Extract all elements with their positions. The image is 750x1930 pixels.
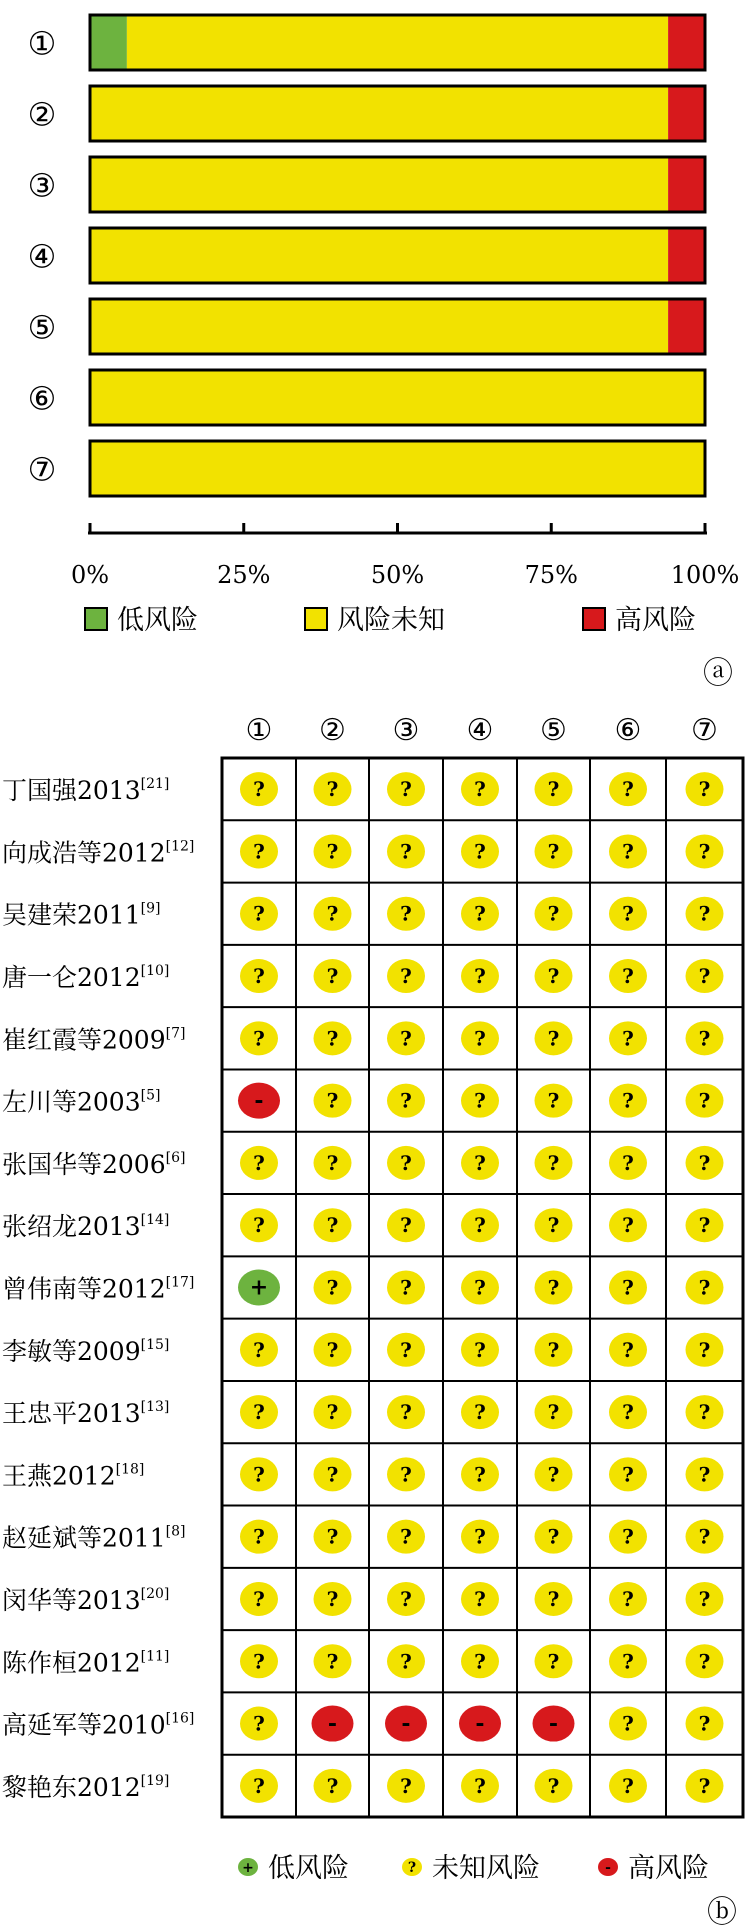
rating-symbol: ? <box>326 901 339 926</box>
rating-symbol: ? <box>547 1337 560 1362</box>
rating-symbol: - <box>475 1710 485 1737</box>
study-label <box>2 1524 185 1553</box>
bar-category-label: ⑥ <box>27 379 57 418</box>
rating-symbol: ? <box>622 1711 634 1736</box>
legend-label: 未知风险 <box>432 1853 540 1884</box>
rating-symbol: ? <box>400 1026 412 1051</box>
rating-symbol: ? <box>547 1213 560 1238</box>
rating-symbol: ? <box>400 777 412 802</box>
bar-category-label: ① <box>27 24 57 63</box>
rating-symbol: ? <box>474 1773 486 1798</box>
rating-symbol: - <box>401 1710 411 1737</box>
rating-symbol: ? <box>474 1400 486 1425</box>
rating-symbol: ? <box>400 1586 412 1611</box>
study-name: 唐一仑2012 <box>2 963 141 993</box>
study-ref: [5] <box>140 1087 161 1104</box>
legend-symbol: ? <box>407 1860 417 1876</box>
rating-symbol: ? <box>326 1088 339 1113</box>
study-label <box>2 1150 185 1179</box>
rating-symbol: ? <box>698 1400 711 1425</box>
study-name: 王燕2012 <box>2 1461 116 1491</box>
study-label <box>2 1025 185 1054</box>
rating-symbol: ? <box>547 1150 560 1175</box>
rating-symbol: ? <box>622 1150 634 1175</box>
rating-symbol: ? <box>326 1026 339 1051</box>
rating-symbol: ? <box>547 964 560 989</box>
study-name: 向成浩等2012 <box>2 838 166 868</box>
rating-symbol: ? <box>622 1088 634 1113</box>
rating-symbol: ? <box>253 1213 265 1238</box>
rating-symbol: - <box>548 1710 559 1737</box>
study-label <box>2 1648 169 1677</box>
study-label <box>2 776 169 805</box>
study-ref: [15] <box>140 1336 170 1353</box>
rating-symbol: ? <box>698 901 711 926</box>
legend-symbol: - <box>605 1860 611 1876</box>
risk-of-bias-table-chart <box>0 700 750 1930</box>
rating-symbol: ? <box>622 1275 634 1300</box>
rating-symbol: ? <box>474 964 486 989</box>
rating-symbol: ? <box>474 1275 486 1300</box>
rating-symbol: ? <box>698 1586 711 1611</box>
study-ref: [6] <box>165 1149 186 1166</box>
rating-symbol: ? <box>622 1462 634 1487</box>
rating-symbol: ? <box>253 964 265 989</box>
rating-symbol: ? <box>698 1026 711 1051</box>
rating-symbol: ? <box>326 839 339 864</box>
study-ref: [10] <box>140 963 170 980</box>
rating-symbol: ? <box>253 1150 265 1175</box>
bar-segment <box>90 228 668 283</box>
rating-symbol: ? <box>698 1711 711 1736</box>
rating-symbol: ? <box>622 1400 634 1425</box>
study-ref: [9] <box>140 900 161 917</box>
rating-symbol: ? <box>698 777 711 802</box>
x-tick-label: 0% <box>70 561 110 589</box>
x-tick-label: 50% <box>370 561 425 589</box>
study-ref: [21] <box>140 776 170 793</box>
rating-symbol: ? <box>253 777 265 802</box>
bar-segment <box>127 15 668 70</box>
legend-label: 低风险 <box>117 605 198 636</box>
study-name: 张国华等2006 <box>2 1149 166 1179</box>
bar-segment <box>668 86 705 141</box>
study-name: 陈作桓2012 <box>2 1648 141 1678</box>
rating-symbol: ? <box>326 777 339 802</box>
rating-symbol: ? <box>698 1649 711 1674</box>
rating-symbol: ? <box>326 1462 339 1487</box>
rating-symbol: ? <box>547 1462 560 1487</box>
rating-symbol: ? <box>326 1649 339 1674</box>
rating-symbol: ? <box>547 1524 560 1549</box>
rating-symbol: ? <box>400 1773 412 1798</box>
study-ref: [18] <box>115 1461 145 1478</box>
rating-symbol: ? <box>326 1586 339 1611</box>
bar-category-label: ⑦ <box>27 450 57 489</box>
rating-symbol: ? <box>474 1088 486 1113</box>
bar-segment <box>668 228 705 283</box>
study-label <box>2 1275 194 1304</box>
study-name: 曾伟南等2012 <box>2 1274 166 1304</box>
legend-swatch <box>85 608 107 630</box>
rating-symbol: ? <box>326 1150 339 1175</box>
rating-symbol: ? <box>698 1275 711 1300</box>
study-label <box>2 1337 169 1366</box>
rating-symbol: ? <box>698 1213 711 1238</box>
bar-segment <box>90 157 668 212</box>
study-ref: [7] <box>165 1025 186 1042</box>
legend-symbol: + <box>242 1860 254 1876</box>
legend-swatch <box>305 608 327 630</box>
risk-of-bias-summary-chart <box>0 0 750 700</box>
rating-symbol: ? <box>622 1524 634 1549</box>
study-label <box>2 901 160 930</box>
bar-category-label: ④ <box>27 237 57 276</box>
column-header: ⑦ <box>691 713 718 748</box>
bar-segment <box>668 15 705 70</box>
rating-symbol: ? <box>622 1773 634 1798</box>
rating-symbol: ? <box>400 1400 412 1425</box>
rating-symbol: ? <box>474 1586 486 1611</box>
rating-symbol: ? <box>400 1275 412 1300</box>
study-label <box>2 1773 169 1802</box>
rating-symbol: ? <box>253 901 265 926</box>
rating-symbol: ? <box>253 1711 265 1736</box>
rating-symbol: ? <box>474 1524 486 1549</box>
rating-symbol: ? <box>547 901 560 926</box>
study-ref: [11] <box>140 1648 170 1665</box>
study-label <box>2 1088 160 1117</box>
legend-label: 高风险 <box>628 1853 709 1884</box>
legend-label: 高风险 <box>615 605 696 636</box>
rating-symbol: ? <box>474 839 486 864</box>
study-name: 赵延斌等2011 <box>2 1523 166 1553</box>
legend-label: 风险未知 <box>337 605 445 636</box>
rating-symbol: ? <box>400 1649 412 1674</box>
rating-symbol: ? <box>547 1773 560 1798</box>
rating-symbol: ? <box>474 901 486 926</box>
rating-symbol: ? <box>253 1400 265 1425</box>
bar-segment <box>90 441 705 496</box>
rating-symbol: ? <box>400 901 412 926</box>
rating-symbol: ? <box>547 1649 560 1674</box>
column-header: ① <box>245 713 273 748</box>
study-name: 王忠平2013 <box>2 1399 141 1429</box>
rating-symbol: ? <box>698 1773 711 1798</box>
rating-symbol: ? <box>400 839 412 864</box>
x-tick-label: 75% <box>524 561 578 589</box>
rating-symbol: ? <box>326 1213 339 1238</box>
study-label <box>2 963 169 992</box>
rating-symbol: ? <box>622 1586 634 1611</box>
rating-symbol: ? <box>547 1088 560 1113</box>
study-ref: [14] <box>140 1212 170 1229</box>
study-ref: [8] <box>165 1523 186 1540</box>
rating-symbol: ? <box>622 1213 634 1238</box>
rating-symbol: + <box>249 1274 269 1301</box>
rating-symbol: ? <box>253 1462 265 1487</box>
rating-symbol: ? <box>698 1088 711 1113</box>
panel-label: ⓑ <box>707 1895 737 1930</box>
rating-symbol: ? <box>253 1337 265 1362</box>
bar-category-label: ② <box>27 95 57 134</box>
rating-symbol: ? <box>326 964 339 989</box>
x-tick-label: 100% <box>670 561 740 589</box>
study-name: 高延军等2010 <box>2 1710 166 1740</box>
rating-symbol: ? <box>253 1649 265 1674</box>
bar-segment <box>90 370 705 425</box>
study-ref: [17] <box>165 1274 195 1291</box>
rating-symbol: ? <box>326 1337 339 1362</box>
rating-symbol: ? <box>547 839 560 864</box>
x-tick-label: 25% <box>217 561 271 589</box>
rating-symbol: - <box>254 1087 264 1114</box>
study-label <box>2 1711 194 1740</box>
rating-symbol: ? <box>253 1026 265 1051</box>
rating-symbol: ? <box>622 1337 634 1362</box>
study-name: 丁国强2013 <box>2 776 141 806</box>
study-label <box>2 1586 169 1615</box>
rating-symbol: ? <box>622 777 634 802</box>
column-header: ⑤ <box>540 713 567 748</box>
study-name: 闵华等2013 <box>2 1585 141 1615</box>
column-header: ② <box>319 713 346 748</box>
column-header: ④ <box>466 713 494 748</box>
rating-symbol: ? <box>698 1337 711 1362</box>
bar-category-label: ③ <box>27 166 57 205</box>
rating-symbol: ? <box>547 1026 560 1051</box>
rating-symbol: ? <box>547 1586 560 1611</box>
study-label <box>2 1461 144 1490</box>
study-ref: [16] <box>165 1710 195 1727</box>
study-ref: [20] <box>140 1585 170 1602</box>
rating-symbol: ? <box>622 1026 634 1051</box>
rating-symbol: ? <box>474 1213 486 1238</box>
bar-segment <box>668 157 705 212</box>
study-name: 吴建荣2011 <box>2 900 141 930</box>
study-name: 崔红霞等2009 <box>2 1025 166 1055</box>
bar-segment <box>90 299 668 354</box>
rating-symbol: ? <box>474 1337 486 1362</box>
rating-symbol: ? <box>253 1524 265 1549</box>
study-label <box>2 1399 169 1428</box>
panel-label: ⓐ <box>703 656 733 691</box>
rating-symbol: ? <box>400 1337 412 1362</box>
rating-symbol: ? <box>622 964 634 989</box>
rating-symbol: ? <box>547 1275 560 1300</box>
rating-symbol: ? <box>622 901 634 926</box>
rating-symbol: ? <box>326 1275 339 1300</box>
rating-symbol: ? <box>547 777 560 802</box>
rating-symbol: ? <box>474 1462 486 1487</box>
study-label <box>2 1212 169 1241</box>
bar-segment <box>90 15 127 70</box>
rating-symbol: ? <box>474 1026 486 1051</box>
bar-segment <box>668 299 705 354</box>
rating-symbol: ? <box>698 839 711 864</box>
rating-symbol: ? <box>474 1150 486 1175</box>
study-ref: [19] <box>140 1772 170 1789</box>
rating-symbol: ? <box>400 1150 412 1175</box>
rating-symbol: ? <box>400 964 412 989</box>
study-name: 黎艳东2012 <box>2 1772 141 1802</box>
legend-swatch <box>583 608 605 630</box>
study-name: 张绍龙2013 <box>2 1212 141 1242</box>
rating-symbol: ? <box>547 1400 560 1425</box>
rating-symbol: ? <box>326 1524 339 1549</box>
study-ref: [13] <box>140 1399 170 1416</box>
rating-symbol: ? <box>698 1462 711 1487</box>
rating-symbol: ? <box>400 1524 412 1549</box>
rating-symbol: - <box>327 1710 338 1737</box>
rating-symbol: ? <box>400 1213 412 1238</box>
column-header: ⑥ <box>614 713 642 748</box>
rating-symbol: ? <box>253 839 265 864</box>
legend-label: 低风险 <box>268 1853 349 1884</box>
rating-symbol: ? <box>400 1462 412 1487</box>
study-name: 李敏等2009 <box>2 1336 141 1366</box>
study-ref: [12] <box>165 838 195 855</box>
rating-symbol: ? <box>698 1524 711 1549</box>
rating-symbol: ? <box>253 1773 265 1798</box>
rating-symbol: ? <box>474 1649 486 1674</box>
rating-symbol: ? <box>622 839 634 864</box>
rating-symbol: ? <box>253 1586 265 1611</box>
study-label <box>2 838 194 867</box>
bar-category-label: ⑤ <box>27 308 57 347</box>
rating-symbol: ? <box>622 1649 634 1674</box>
rating-symbol: ? <box>474 777 486 802</box>
column-header: ③ <box>392 713 420 748</box>
rating-symbol: ? <box>698 964 711 989</box>
bar-segment <box>90 86 668 141</box>
study-name: 左川等2003 <box>2 1087 141 1117</box>
rating-symbol: ? <box>326 1400 339 1425</box>
rating-symbol: ? <box>400 1088 412 1113</box>
rating-symbol: ? <box>326 1773 339 1798</box>
rating-symbol: ? <box>698 1150 711 1175</box>
